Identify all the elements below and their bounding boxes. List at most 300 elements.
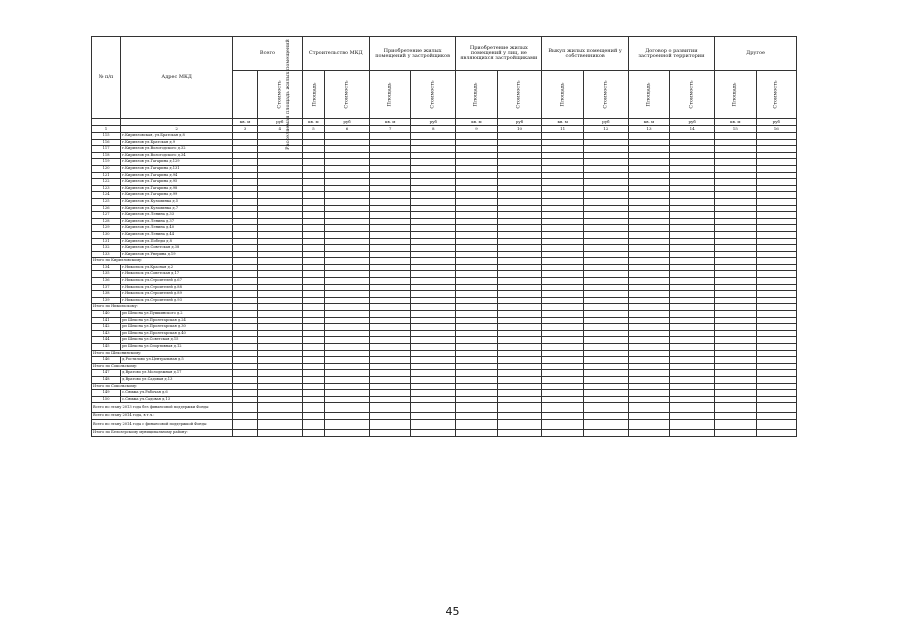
value-cell xyxy=(456,419,497,429)
value-cell xyxy=(670,198,715,205)
value-cell xyxy=(670,324,715,331)
value-cell xyxy=(542,192,583,199)
column-number-cell: 8 xyxy=(411,126,456,133)
column-number-cell: 10 xyxy=(497,126,542,133)
value-cell xyxy=(670,284,715,291)
value-cell xyxy=(257,238,302,245)
address-cell: г.Кириллов ул.Гагарина д.129 xyxy=(121,159,233,166)
value-cell xyxy=(369,271,410,278)
value-cell xyxy=(497,185,542,192)
value-cell xyxy=(302,419,324,429)
table-row xyxy=(92,297,797,304)
value-cell xyxy=(233,205,258,212)
value-cell xyxy=(302,258,324,265)
value-cell xyxy=(411,146,456,153)
table-row xyxy=(92,317,797,324)
value-cell xyxy=(302,198,324,205)
value-cell xyxy=(497,396,542,403)
value-cell xyxy=(583,146,628,153)
address-cell: д.Вратово ул.Садовая д.13 xyxy=(121,376,233,383)
value-cell xyxy=(497,357,542,364)
sub-cost: Стоимость xyxy=(670,71,715,119)
table-row xyxy=(92,330,797,337)
value-cell xyxy=(369,337,410,344)
value-cell xyxy=(542,152,583,159)
value-cell xyxy=(715,146,756,153)
value-cell xyxy=(628,185,669,192)
value-cell xyxy=(497,205,542,212)
value-cell xyxy=(542,245,583,252)
value-cell xyxy=(583,413,628,420)
value-cell xyxy=(369,192,410,199)
value-cell xyxy=(715,297,756,304)
group-other-header: Другое xyxy=(715,37,797,71)
value-cell xyxy=(325,205,370,212)
sub-area: Площадь xyxy=(542,71,583,119)
value-cell xyxy=(302,238,324,245)
address-cell: г.Кириллов ул.Уверина д.19 xyxy=(121,251,233,258)
value-cell xyxy=(542,324,583,331)
total-label-cell: Всего по этапу 2013 года без финансовой поддержки Фонда: xyxy=(92,403,233,413)
value-cell xyxy=(756,198,797,205)
value-cell xyxy=(257,284,302,291)
value-cell xyxy=(456,291,497,298)
value-cell xyxy=(233,297,258,304)
value-cell xyxy=(756,271,797,278)
value-cell xyxy=(257,297,302,304)
value-cell xyxy=(233,245,258,252)
column-number-cell: 4 xyxy=(257,126,302,133)
value-cell xyxy=(411,291,456,298)
address-cell: г.Кириллов ул.Ленина д.33 xyxy=(121,212,233,219)
value-cell xyxy=(583,258,628,265)
value-cell xyxy=(456,205,497,212)
value-cell xyxy=(497,376,542,383)
value-cell xyxy=(302,363,324,370)
value-cell xyxy=(628,225,669,232)
value-cell xyxy=(715,231,756,238)
value-cell xyxy=(411,165,456,172)
unit-cell: руб xyxy=(325,119,370,126)
value-cell xyxy=(542,304,583,311)
total-label-cell: Итого по Белозерскому муниципальному району: xyxy=(92,429,233,436)
value-cell xyxy=(756,139,797,146)
column-number-cell: 1 xyxy=(92,126,121,133)
value-cell xyxy=(542,403,583,413)
value-cell xyxy=(302,370,324,377)
value-cell xyxy=(715,344,756,351)
value-cell xyxy=(715,165,756,172)
value-cell xyxy=(583,311,628,318)
value-cell xyxy=(756,159,797,166)
value-cell xyxy=(302,413,324,420)
unit-cell: руб xyxy=(756,119,797,126)
value-cell xyxy=(411,383,456,390)
value-cell xyxy=(456,198,497,205)
value-cell xyxy=(756,212,797,219)
value-cell xyxy=(369,419,410,429)
value-cell xyxy=(369,152,410,159)
value-cell xyxy=(257,376,302,383)
value-cell xyxy=(233,152,258,159)
value-cell xyxy=(369,330,410,337)
value-cell xyxy=(411,413,456,420)
value-cell xyxy=(302,324,324,331)
row-number-cell: 122 xyxy=(92,179,121,186)
value-cell xyxy=(369,413,410,420)
value-cell xyxy=(628,330,669,337)
value-cell xyxy=(583,330,628,337)
value-cell xyxy=(257,185,302,192)
value-cell xyxy=(756,396,797,403)
value-cell xyxy=(670,251,715,258)
value-cell xyxy=(325,419,370,429)
value-cell xyxy=(302,225,324,232)
value-cell xyxy=(257,403,302,413)
value-cell xyxy=(456,152,497,159)
value-cell xyxy=(233,251,258,258)
value-cell xyxy=(302,146,324,153)
row-number-cell: 116 xyxy=(92,139,121,146)
value-cell xyxy=(756,284,797,291)
value-cell xyxy=(628,146,669,153)
value-cell xyxy=(756,324,797,331)
address-cell: г.Кириллов ул.Ленина д.44 xyxy=(121,231,233,238)
value-cell xyxy=(628,363,669,370)
value-cell xyxy=(715,139,756,146)
value-cell xyxy=(583,429,628,436)
value-cell xyxy=(369,350,410,357)
value-cell xyxy=(670,264,715,271)
total-label-cell: Итого по Никольскому: xyxy=(92,304,233,311)
value-cell xyxy=(369,212,410,219)
table-row xyxy=(92,198,797,205)
value-cell xyxy=(257,146,302,153)
value-cell xyxy=(369,133,410,140)
total-row xyxy=(92,363,797,370)
table-row xyxy=(92,205,797,212)
value-cell xyxy=(411,212,456,219)
value-cell xyxy=(302,152,324,159)
value-cell xyxy=(583,231,628,238)
value-cell xyxy=(628,264,669,271)
value-cell xyxy=(369,251,410,258)
value-cell xyxy=(756,344,797,351)
unit-cell: кв. м xyxy=(456,119,497,126)
unit-cell: кв. м xyxy=(302,119,324,126)
value-cell xyxy=(257,350,302,357)
value-cell xyxy=(325,383,370,390)
value-cell xyxy=(456,139,497,146)
value-cell xyxy=(670,146,715,153)
value-cell xyxy=(497,238,542,245)
value-cell xyxy=(257,419,302,429)
value-cell xyxy=(369,231,410,238)
value-cell xyxy=(456,350,497,357)
value-cell xyxy=(411,251,456,258)
value-cell xyxy=(628,413,669,420)
value-cell xyxy=(542,350,583,357)
value-cell xyxy=(628,383,669,390)
column-number-cell: 11 xyxy=(542,126,583,133)
value-cell xyxy=(756,185,797,192)
total-row xyxy=(92,429,797,436)
value-cell xyxy=(715,337,756,344)
row-number-cell: 131 xyxy=(92,238,121,245)
value-cell xyxy=(325,317,370,324)
value-cell xyxy=(233,324,258,331)
table-row xyxy=(92,238,797,245)
value-cell xyxy=(542,225,583,232)
value-cell xyxy=(257,165,302,172)
address-cell: г.Кириллов ул.Ленина д.40 xyxy=(121,225,233,232)
value-cell xyxy=(670,172,715,179)
value-cell xyxy=(715,225,756,232)
value-cell xyxy=(369,344,410,351)
value-cell xyxy=(233,413,258,420)
value-cell xyxy=(411,139,456,146)
value-cell xyxy=(325,429,370,436)
column-number-cell: 14 xyxy=(670,126,715,133)
value-cell xyxy=(715,419,756,429)
value-cell xyxy=(257,271,302,278)
value-cell xyxy=(302,245,324,252)
value-cell xyxy=(456,212,497,219)
value-cell xyxy=(456,278,497,285)
value-cell xyxy=(369,139,410,146)
value-cell xyxy=(670,192,715,199)
value-cell xyxy=(583,238,628,245)
address-cell: г.Кириллов ул.Гагарина д.98 xyxy=(121,185,233,192)
value-cell xyxy=(369,218,410,225)
value-cell xyxy=(628,370,669,377)
unit-cell: кв. м xyxy=(715,119,756,126)
value-cell xyxy=(628,245,669,252)
value-cell xyxy=(233,291,258,298)
value-cell xyxy=(257,133,302,140)
table-row xyxy=(92,192,797,199)
value-cell xyxy=(583,133,628,140)
value-cell xyxy=(325,192,370,199)
value-cell xyxy=(325,370,370,377)
value-cell xyxy=(497,231,542,238)
resettlement-table xyxy=(91,36,797,437)
value-cell xyxy=(583,152,628,159)
row-number-cell: 134 xyxy=(92,264,121,271)
value-cell xyxy=(756,179,797,186)
value-cell xyxy=(715,258,756,265)
value-cell xyxy=(233,376,258,383)
value-cell xyxy=(715,264,756,271)
table-row xyxy=(92,139,797,146)
value-cell xyxy=(497,225,542,232)
value-cell xyxy=(756,152,797,159)
group-total-header: Всего xyxy=(233,37,302,71)
row-number-cell: 126 xyxy=(92,205,121,212)
value-cell xyxy=(542,284,583,291)
value-cell xyxy=(756,258,797,265)
value-cell xyxy=(233,172,258,179)
value-cell xyxy=(497,413,542,420)
value-cell xyxy=(715,218,756,225)
value-cell xyxy=(583,159,628,166)
address-cell: г.Кириллов ул.Вологодского д.32 xyxy=(121,146,233,153)
value-cell xyxy=(715,192,756,199)
value-cell xyxy=(325,258,370,265)
total-row xyxy=(92,419,797,429)
value-cell xyxy=(411,205,456,212)
value-cell xyxy=(369,311,410,318)
value-cell xyxy=(670,291,715,298)
value-cell xyxy=(670,133,715,140)
value-cell xyxy=(411,231,456,238)
value-cell xyxy=(670,396,715,403)
value-cell xyxy=(715,198,756,205)
value-cell xyxy=(257,251,302,258)
unit-cell: руб xyxy=(670,119,715,126)
unit-cell: руб xyxy=(497,119,542,126)
units-row xyxy=(92,119,797,126)
value-cell xyxy=(233,212,258,219)
group-territory-header: Договор о развитии застроенной территории xyxy=(628,37,714,71)
value-cell xyxy=(257,383,302,390)
value-cell xyxy=(670,152,715,159)
value-cell xyxy=(302,133,324,140)
row-number-cell: 121 xyxy=(92,172,121,179)
value-cell xyxy=(411,245,456,252)
value-cell xyxy=(233,429,258,436)
table-row xyxy=(92,284,797,291)
value-cell xyxy=(257,225,302,232)
value-cell xyxy=(497,258,542,265)
value-cell xyxy=(456,390,497,397)
value-cell xyxy=(369,324,410,331)
value-cell xyxy=(756,245,797,252)
value-cell xyxy=(542,172,583,179)
value-cell xyxy=(411,218,456,225)
value-cell xyxy=(497,245,542,252)
value-cell xyxy=(756,357,797,364)
value-cell xyxy=(756,218,797,225)
value-cell xyxy=(670,185,715,192)
value-cell xyxy=(411,363,456,370)
value-cell xyxy=(302,278,324,285)
value-cell xyxy=(542,390,583,397)
value-cell xyxy=(302,317,324,324)
row-number-cell: 149 xyxy=(92,390,121,397)
row-number-cell: 136 xyxy=(92,278,121,285)
value-cell xyxy=(456,330,497,337)
value-cell xyxy=(628,152,669,159)
value-cell xyxy=(369,376,410,383)
total-label-cell: Итого по Кирилловскому: xyxy=(92,258,233,265)
value-cell xyxy=(411,133,456,140)
value-cell xyxy=(257,159,302,166)
value-cell xyxy=(302,159,324,166)
value-cell xyxy=(369,363,410,370)
value-cell xyxy=(628,284,669,291)
value-cell xyxy=(756,291,797,298)
value-cell xyxy=(411,264,456,271)
col-no-header: № п/п xyxy=(92,37,121,119)
value-cell xyxy=(583,344,628,351)
value-cell xyxy=(628,350,669,357)
value-cell xyxy=(583,337,628,344)
table-row xyxy=(92,159,797,166)
value-cell xyxy=(497,383,542,390)
value-cell xyxy=(233,159,258,166)
value-cell xyxy=(456,271,497,278)
value-cell xyxy=(715,251,756,258)
row-number-cell: 130 xyxy=(92,231,121,238)
value-cell xyxy=(670,403,715,413)
row-number-cell: 133 xyxy=(92,251,121,258)
value-cell xyxy=(456,383,497,390)
sub-area: Площадь xyxy=(628,71,669,119)
address-cell: г.Кириллов ул.Кузьминка д.5 xyxy=(121,198,233,205)
value-cell xyxy=(542,159,583,166)
value-cell xyxy=(369,245,410,252)
column-number-cell: 9 xyxy=(456,126,497,133)
value-cell xyxy=(756,278,797,285)
address-cell: рп Шексна ул.Пролетарская д.24 xyxy=(121,317,233,324)
value-cell xyxy=(497,172,542,179)
value-cell xyxy=(542,218,583,225)
address-cell: с.Сямжа ул.Садовая д.13 xyxy=(121,396,233,403)
value-cell xyxy=(670,330,715,337)
value-cell xyxy=(715,317,756,324)
value-cell xyxy=(302,396,324,403)
value-cell xyxy=(325,350,370,357)
value-cell xyxy=(456,429,497,436)
total-row xyxy=(92,403,797,413)
unit-cell: руб xyxy=(411,119,456,126)
table-row xyxy=(92,179,797,186)
total-row xyxy=(92,413,797,420)
value-cell xyxy=(411,337,456,344)
address-cell: г.Кириллов ул.Вологодского д.34 xyxy=(121,152,233,159)
address-cell: г.Кириллов ул.Гагарина д.131 xyxy=(121,165,233,172)
value-cell xyxy=(325,238,370,245)
value-cell xyxy=(497,324,542,331)
value-cell xyxy=(670,165,715,172)
value-cell xyxy=(257,291,302,298)
value-cell xyxy=(369,396,410,403)
value-cell xyxy=(257,363,302,370)
table-row xyxy=(92,278,797,285)
value-cell xyxy=(497,403,542,413)
value-cell xyxy=(456,403,497,413)
value-cell xyxy=(670,357,715,364)
value-cell xyxy=(583,304,628,311)
column-number-cell: 12 xyxy=(583,126,628,133)
value-cell xyxy=(756,133,797,140)
value-cell xyxy=(756,413,797,420)
value-cell xyxy=(257,245,302,252)
value-cell xyxy=(325,413,370,420)
value-cell xyxy=(628,403,669,413)
value-cell xyxy=(369,390,410,397)
value-cell xyxy=(583,179,628,186)
value-cell xyxy=(670,139,715,146)
value-cell xyxy=(456,192,497,199)
value-cell xyxy=(628,311,669,318)
value-cell xyxy=(257,258,302,265)
value-cell xyxy=(325,179,370,186)
value-cell xyxy=(628,278,669,285)
table-row xyxy=(92,271,797,278)
unit-cell: руб xyxy=(583,119,628,126)
